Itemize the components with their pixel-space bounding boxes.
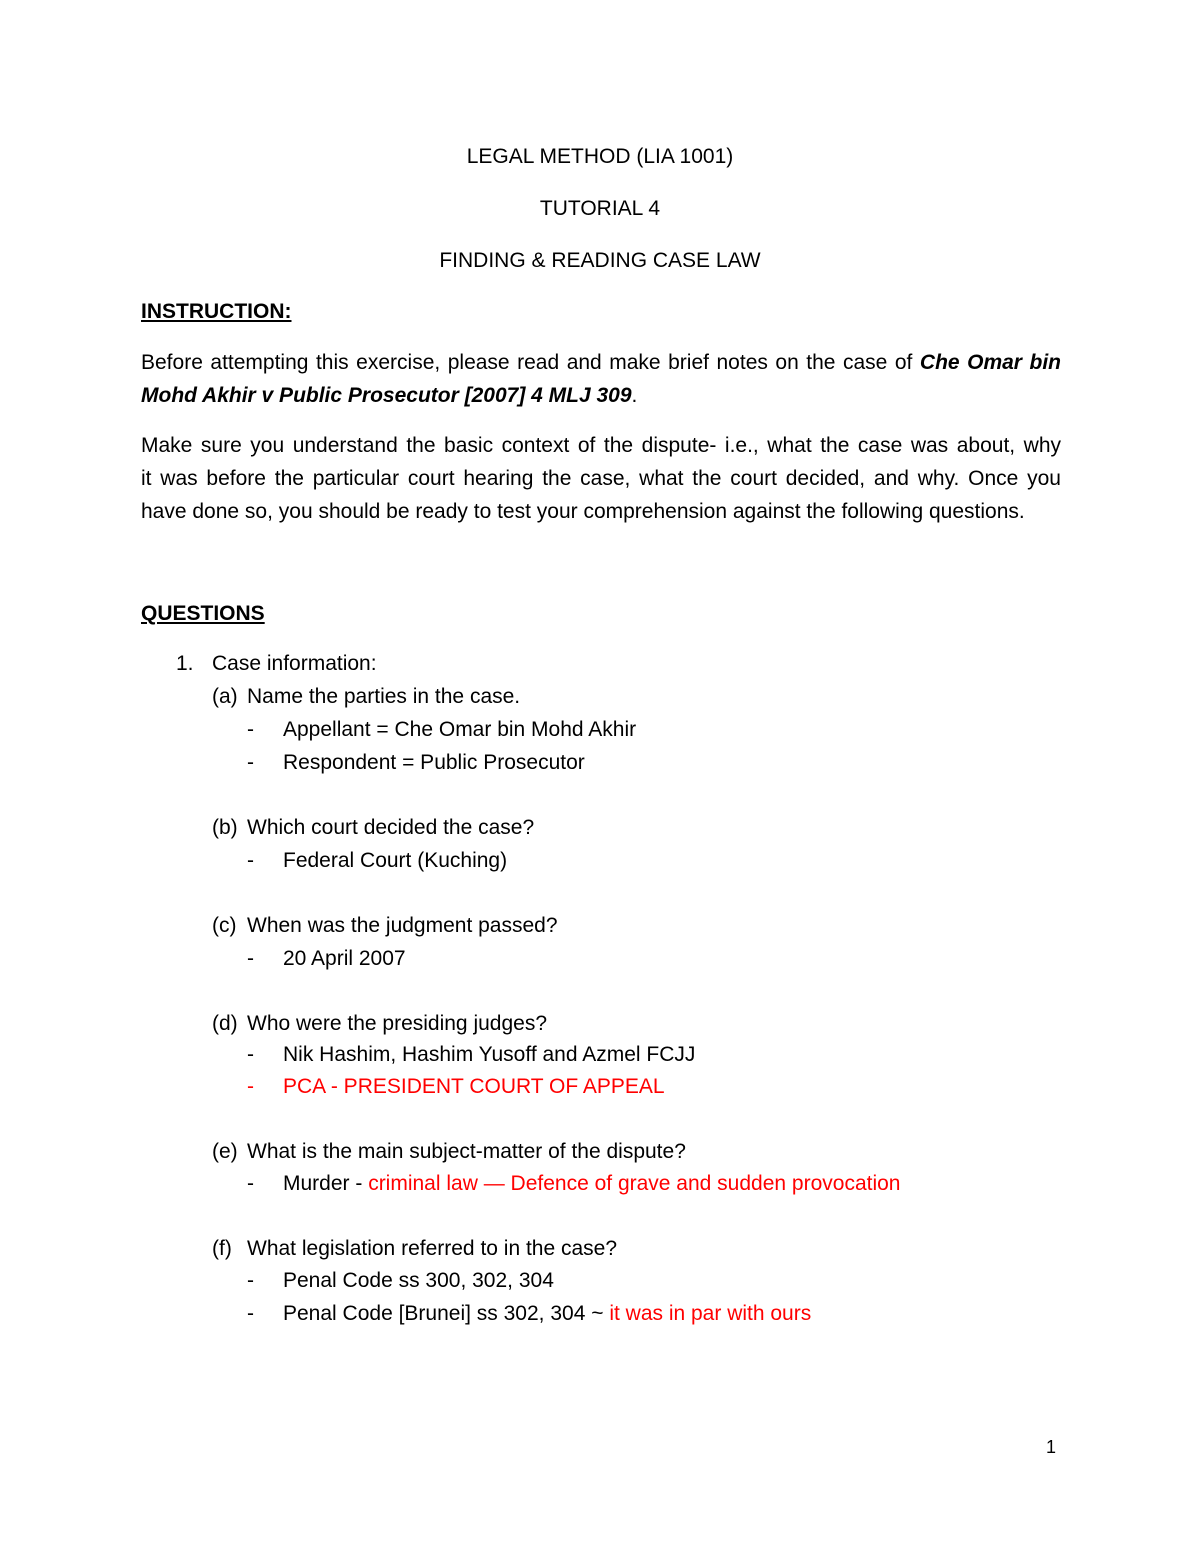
answer-e-1-annotation: criminal law — Defence of grave and sudden provocation — [368, 1172, 901, 1195]
instruction-heading: INSTRUCTION: — [141, 300, 292, 323]
dash-bullet: - — [247, 849, 254, 872]
dash-bullet: - — [247, 1172, 254, 1195]
instruction-paragraph-2-line-1: Make sure you understand the basic context of the dispute- i.e., what the case was about, why — [141, 434, 1061, 457]
instruction-paragraph-1-line-1 — [141, 346, 1061, 379]
dash-bullet: - — [247, 1302, 254, 1325]
instruction-paragraph-2-line-3: have done so, you should be ready to test your comprehension against the following questions. — [141, 500, 1025, 523]
question-b-text: Which court decided the case? — [247, 816, 535, 839]
answer-f-1: Penal Code ss 300, 302, 304 — [283, 1269, 554, 1292]
dash-bullet: - — [247, 1043, 254, 1066]
dash-bullet: - — [247, 751, 254, 774]
question-d-letter: (d) — [212, 1012, 238, 1035]
question-1-label: Case information: — [212, 652, 377, 675]
question-a-letter: (a) — [212, 685, 238, 708]
dash-bullet: - — [247, 718, 254, 741]
answer-b-1: Federal Court (Kuching) — [283, 849, 508, 872]
instruction-text: Before attempting this exercise, please read and make brief notes on the case of — [141, 351, 920, 374]
tutorial-topic: FINDING & READING CASE LAW — [439, 249, 761, 272]
tutorial-number: TUTORIAL 4 — [539, 197, 661, 220]
dash-bullet: - — [247, 1269, 254, 1292]
page-number: 1 — [1046, 1437, 1057, 1457]
question-e-letter: (e) — [212, 1140, 238, 1163]
dash-bullet: - — [247, 947, 254, 970]
answer-a-1: Appellant = Che Omar bin Mohd Akhir — [283, 718, 637, 741]
question-c-letter: (c) — [212, 914, 237, 937]
answer-d-2-annotation: PCA - PRESIDENT COURT OF APPEAL — [283, 1075, 665, 1098]
question-d-text: Who were the presiding judges? — [247, 1012, 548, 1035]
answer-c-1: 20 April 2007 — [283, 947, 406, 970]
question-c-text: When was the judgment passed? — [247, 914, 558, 937]
question-1-number: 1. — [176, 652, 194, 675]
answer-f-2 — [283, 1301, 811, 1327]
question-a-text: Name the parties in the case. — [247, 685, 521, 708]
answer-f-2-annotation: it was in par with ours — [609, 1302, 812, 1325]
case-citation-part-2: Mohd Akhir v Public Prosecutor [2007] 4 MLJ 309 — [141, 384, 632, 407]
answer-e-1-text: Murder - — [283, 1172, 369, 1195]
case-citation-part-1: Che Omar bin — [919, 351, 1061, 374]
answer-e-1 — [283, 1171, 900, 1197]
question-e-text: What is the main subject-matter of the dispute? — [247, 1140, 686, 1163]
instruction-period: . — [631, 384, 638, 407]
questions-heading: QUESTIONS — [141, 602, 265, 625]
document-title: LEGAL METHOD (LIA 1001) — [466, 145, 734, 168]
instruction-paragraph-2-line-2: it was before the particular court hearing the case, what the court decided, and why. Once you — [141, 467, 1061, 490]
question-f-text: What legislation referred to in the case? — [247, 1237, 618, 1260]
answer-d-1: Nik Hashim, Hashim Yusoff and Azmel FCJJ — [283, 1043, 696, 1066]
instruction-paragraph-1-line-2 — [141, 379, 1061, 412]
question-b-letter: (b) — [212, 816, 238, 839]
answer-f-2-text: Penal Code [Brunei] ss 302, 304 ~ — [283, 1302, 610, 1325]
question-f-letter: (f) — [212, 1237, 232, 1260]
dash-bullet-annotation: - — [247, 1075, 254, 1098]
answer-a-2: Respondent = Public Prosecutor — [283, 751, 585, 774]
